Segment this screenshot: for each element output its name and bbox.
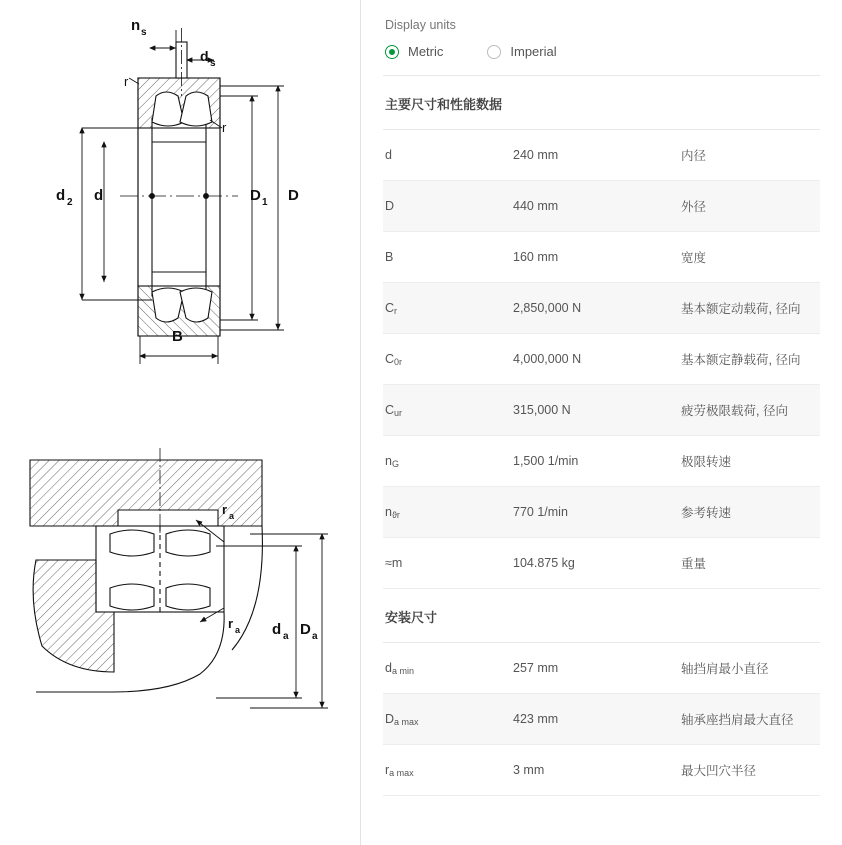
table-row [383,487,820,538]
svg-text:2: 2 [67,197,73,208]
svg-text:s: s [210,58,216,69]
svg-text:a: a [312,631,318,642]
row-value: 440 mm [511,181,679,232]
row-description: 基本额定静载荷, 径向 [679,334,820,385]
table-row [383,283,820,334]
table-row [383,130,820,181]
table-row [383,538,820,589]
bearing-cross-section-drawing [0,0,360,420]
row-value: 240 mm [511,130,679,181]
radio-metric-label: Metric [408,44,444,59]
row-symbol: $D_{a max}$ [383,694,511,745]
table-row [383,181,820,232]
table-row [383,334,820,385]
row-description: 宽度 [679,232,820,283]
row-value: 104.875 kg [511,538,679,589]
svg-text:n: n [131,17,141,34]
display-units-radio-group[interactable] [383,44,820,76]
specifications-panel [360,0,842,845]
row-value: 2,850,000 N [511,283,679,334]
drawings-column [0,0,360,845]
row-symbol: $d_{a min}$ [383,643,511,694]
row-description: 基本额定动载荷, 径向 [679,283,820,334]
row-description: 最大凹穴半径 [679,745,820,796]
row-symbol: $C_r$ [383,283,511,334]
display-units-label: Display units [385,18,456,32]
table-row [383,385,820,436]
row-description: 疲劳极限载荷, 径向 [679,385,820,436]
table-row [383,643,820,694]
svg-text:d: d [272,621,282,638]
row-value: 1,500 1/min [511,436,679,487]
row-description: 参考转速 [679,487,820,538]
svg-text:B: B [172,328,183,345]
row-description: 轴挡肩最小直径 [679,643,820,694]
svg-text:a: a [229,511,235,521]
row-value: 315,000 N [511,385,679,436]
table-row [383,745,820,796]
svg-text:D: D [300,621,311,638]
row-symbol: $C_{ur}$ [383,385,511,436]
svg-text:D: D [288,187,299,204]
row-value: 770 1/min [511,487,679,538]
row-symbol: D [383,181,511,232]
row-value: 3 mm [511,745,679,796]
row-description: 轴承座挡肩最大直径 [679,694,820,745]
svg-text:r: r [124,74,129,89]
row-value: 257 mm [511,643,679,694]
section-title-main-dimensions: 主要尺寸和性能数据 [383,76,820,130]
table-row [383,694,820,745]
svg-text:r: r [222,502,228,517]
row-value: 160 mm [511,232,679,283]
svg-text:d: d [56,187,66,204]
radio-imperial-label: Imperial [510,44,557,59]
svg-text:1: 1 [262,197,268,208]
radio-option-metric[interactable] [385,44,443,59]
row-value: 4,000,000 N [511,334,679,385]
table-row [383,232,820,283]
radio-metric-indicator[interactable] [385,45,399,59]
radio-option-imperial[interactable] [487,44,556,59]
row-symbol: B [383,232,511,283]
mounting-dimensions-table [383,643,820,796]
row-symbol: $C_{0r}$ [383,334,511,385]
row-symbol: d [383,130,511,181]
row-description: 重量 [679,538,820,589]
row-description: 极限转速 [679,436,820,487]
row-description: 内径 [679,130,820,181]
row-symbol: ≈m [383,538,511,589]
svg-text:a: a [235,625,241,635]
row-symbol: $n_{ϑr}$ [383,487,511,538]
row-description: 外径 [679,181,820,232]
svg-text:d: d [200,48,209,64]
radio-imperial-indicator[interactable] [487,45,501,59]
svg-text:d: d [94,187,104,204]
row-symbol: $r_{a max}$ [383,745,511,796]
svg-text:s: s [141,27,147,38]
section-title-mounting-dimensions: 安装尺寸 [383,589,820,643]
svg-text:D: D [250,187,261,204]
row-symbol: $n_G$ [383,436,511,487]
main-dimensions-table [383,130,820,589]
mounting-dimensions-drawing [0,430,360,720]
svg-text:a: a [283,631,289,642]
svg-text:r: r [228,616,234,631]
table-row [383,436,820,487]
svg-text:r: r [222,120,227,135]
row-value: 423 mm [511,694,679,745]
